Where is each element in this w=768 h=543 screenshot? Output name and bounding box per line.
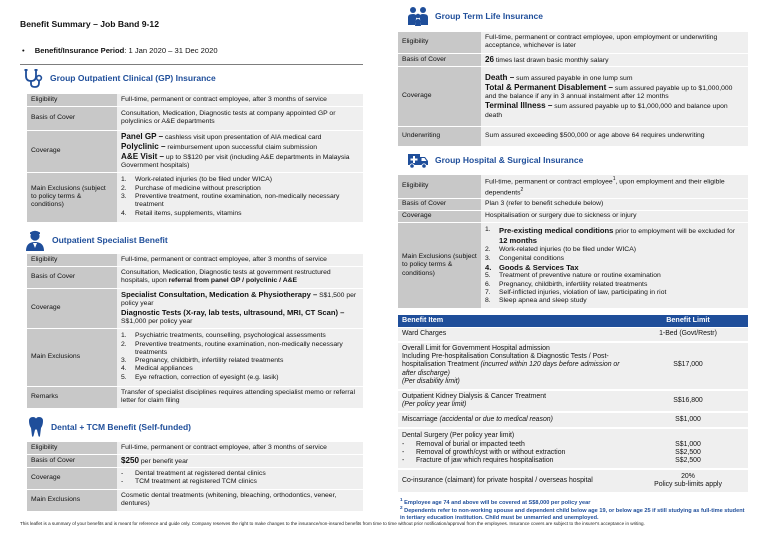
row-value xyxy=(117,328,363,386)
row-label: Coverage xyxy=(398,211,481,223)
coverage-item-text: sum assured payable in one lump sum xyxy=(514,74,633,82)
gtl-row-basis xyxy=(398,53,748,66)
tooth-icon xyxy=(27,416,45,438)
row-value: Hospitalisation or surgery due to sickness or injury xyxy=(481,211,748,223)
row-label: Basis of Cover xyxy=(27,106,117,130)
header-divider xyxy=(20,64,363,65)
gp-section-title: Group Outpatient Clinical (GP) Insurance xyxy=(50,72,216,83)
coverage-item-text: sum assured payable up to $1,000,000 and balance upon death xyxy=(485,103,728,119)
specialist-row-eligibility xyxy=(27,254,363,266)
row-label: Basis of Cover xyxy=(398,53,481,66)
benefit-limit: S$1,000 xyxy=(628,412,748,428)
column-header-item: Benefit Item xyxy=(398,315,628,327)
coverage-item-label: Polyclinic – xyxy=(121,141,166,151)
row-label: Basis of Cover xyxy=(27,454,117,467)
list-item: - Removal of burial or impacted teeth xyxy=(402,440,525,448)
list-item: 1. Psychiatric treatments, counselling, psychological assessments xyxy=(121,332,326,340)
ghs-section-title: Group Hospital & Surgical Insurance xyxy=(435,154,584,165)
row-label: Main Exclusions (subject to policy terms & conditions) xyxy=(398,223,481,309)
benefit-period-label: Benefit/Insurance Period xyxy=(34,46,125,55)
benefit-limit: S$1,000 S$2,500 S$2,500 xyxy=(628,428,748,469)
dental-table xyxy=(27,442,363,512)
row-label: Eligibility xyxy=(398,175,481,199)
list-item: - Dental treatment at registered dental clinics xyxy=(121,470,266,477)
footnote-1: $^1$ Employee age 74 and above will be covered at S$8,000 per policy year xyxy=(400,497,591,506)
row-value: Plan 3 (refer to benefit schedule below) xyxy=(481,199,748,211)
benefit-limit: 1-Bed (Govt/Restr) xyxy=(628,328,748,342)
row-value: Sum assured exceeding $500,000 or age above 64 requires underwriting xyxy=(481,126,748,146)
ghs-row-basis xyxy=(398,199,748,211)
specialist-table xyxy=(27,254,363,409)
row-label: Coverage xyxy=(27,130,117,172)
row-value xyxy=(117,172,363,222)
row-label: Coverage xyxy=(27,467,117,489)
doctor-icon xyxy=(24,229,46,251)
benefit-table-header xyxy=(398,315,748,327)
footnote-2: $^2$ Dependents refer to non-working spouse and dependent child below age 19, or below age 25 if still studying as full-time student in tertiary education institution. Child must be unmarried and unemployed. xyxy=(400,505,745,521)
list-item: 5. Eye refraction, correction of eyesight (e.g. lasik) xyxy=(121,373,279,381)
coverage-item-label: Death – xyxy=(485,72,515,82)
row-value xyxy=(117,467,363,489)
list-item: 3. Pregnancy, childbirth, infertility related treatments xyxy=(121,357,284,365)
row-label: Coverage xyxy=(398,66,481,126)
gp-row-exclusions xyxy=(27,172,363,222)
row-value: Full-time, permanent or contract employee, after 3 months of service xyxy=(117,442,363,454)
list-item: 3. Congenital conditions xyxy=(485,254,564,262)
gtl-table xyxy=(398,32,748,147)
row-value: Full-time, permanent or contract employee, after 3 months of service xyxy=(117,94,363,106)
row-label: Eligibility xyxy=(27,94,117,106)
row-label: Main Exclusions xyxy=(27,328,117,386)
list-item: - TCM treatment at registered TCM clinics xyxy=(121,478,257,486)
list-item: 4. Retail items, supplements, vitamins xyxy=(121,209,242,217)
specialist-row-exclusions xyxy=(27,328,363,386)
row-label: Eligibility xyxy=(27,254,117,266)
row-value: Cosmetic dental treatments (whitening, bleaching, orthodontics, veneer, dentures) xyxy=(117,489,363,511)
coverage-item-label: Terminal Illness – xyxy=(485,101,553,111)
table-row xyxy=(398,342,748,390)
stethoscope-icon xyxy=(22,68,44,88)
benefit-item: Outpatient Kidney Dialysis & Cancer Treatment (Per policy year limit) xyxy=(398,390,628,413)
list-item: 1. Work-related injuries (to be filed under WICA) xyxy=(121,176,272,184)
ghs-row-exclusions xyxy=(398,223,748,309)
coverage-item-label: Diagnostic Tests (X-ray, lab tests, ultrasound, MRI, CT Scan) – xyxy=(121,308,345,318)
row-value: Full-time, permanent or contract employee, after 3 months of service xyxy=(117,254,363,266)
list-item: 8. Sleep apnea and sleep study xyxy=(485,297,587,305)
list-item: 5. Treatment of preventive nature or routine examination xyxy=(485,272,661,280)
specialist-section-header xyxy=(24,229,168,251)
benefit-period xyxy=(22,46,218,55)
list-item: - Removal of growth/cyst with or without extraction xyxy=(402,448,566,456)
table-row xyxy=(398,428,748,469)
row-label: Main Exclusions xyxy=(27,489,117,511)
table-row xyxy=(398,469,748,493)
benefit-item: Dental Surgery (Per policy year limit) - Removal of burial or impacted teeth - Removal of growth/cyst with or without extraction - Fracture of jaw which requires hospitalisation xyxy=(398,428,628,469)
ghs-table xyxy=(398,175,748,309)
row-value: Consultation, Medication, Diagnostic tests at company appointed GP or polyclinics or A&E departments xyxy=(117,106,363,130)
list-item: 4. Goods & Services Tax xyxy=(485,262,579,272)
family-icon xyxy=(407,5,429,27)
list-item: 4. Medical appliances xyxy=(121,365,193,373)
row-value: Full-time, permanent or contract employee$^1$, upon employment and their eligible dependents$^2$ xyxy=(481,175,748,199)
dental-row-coverage xyxy=(27,467,363,489)
coverage-item-text: cashless visit upon presentation of AIA medical card xyxy=(163,133,322,141)
dental-row-exclusions xyxy=(27,489,363,511)
document-title: Benefit Summary – Job Band 9-12 xyxy=(20,19,159,29)
coverage-item-label: Total & Permanent Disablement – xyxy=(485,82,614,92)
benefit-item: Overall Limit for Government Hospital admission Including Pre-hospitalisation Consultation & Diagnostic Tests / Post-hospitalisation Treatment (incurred within 120 days before admission or after discharge) (Per disability limit) xyxy=(398,342,628,390)
coverage-item-text: up to S$120 per visit (including A&E departments in Malaysia Government hospitals) xyxy=(121,154,350,170)
row-label: Eligibility xyxy=(398,32,481,53)
gp-row-eligibility xyxy=(27,94,363,106)
coverage-item-text: sum assured payable up to $1,000,000 and the balance if any in 3 annual instalment after 12 months xyxy=(485,84,733,101)
ambulance-icon xyxy=(407,151,429,169)
specialist-row-coverage xyxy=(27,288,363,328)
dental-row-basis xyxy=(27,454,363,467)
ghs-row-coverage xyxy=(398,211,748,223)
gp-section-header xyxy=(22,68,216,88)
dental-row-eligibility xyxy=(27,442,363,454)
row-label: Remarks xyxy=(27,386,117,408)
gp-row-basis xyxy=(27,106,363,130)
gtl-row-underwriting xyxy=(398,126,748,146)
row-label: Coverage xyxy=(27,288,117,328)
row-label: Basis of Cover xyxy=(27,266,117,288)
list-item: 7. Self-inflicted injuries, violation of law, participating in riot xyxy=(485,288,667,296)
list-item: 3. Preventive treatment, routine examination, non-medically necessary treatment xyxy=(121,192,340,209)
list-item: - Fracture of jaw which requires hospitalisation xyxy=(402,457,554,465)
bullet: • xyxy=(22,46,25,55)
list-item: 2. Work-related injuries (to be filed under WICA) xyxy=(485,246,636,254)
row-value: Full-time, permanent or contract employee, upon employment or underwriting acceptance, whichever is later xyxy=(481,32,748,53)
gtl-row-coverage xyxy=(398,66,748,126)
row-value: $250 per benefit year xyxy=(117,454,363,467)
coverage-item-text: S$1,000 per policy year xyxy=(121,318,193,326)
benefit-item: Co-insurance (claimant) for private hospital / overseas hospital xyxy=(398,469,628,493)
specialist-section-title: Outpatient Specialist Benefit xyxy=(52,234,168,245)
gtl-section-header xyxy=(407,5,543,27)
gtl-section-title: Group Term Life Insurance xyxy=(435,10,544,21)
specialist-row-basis xyxy=(27,266,363,288)
row-label: Basis of Cover xyxy=(398,199,481,211)
ghs-row-eligibility xyxy=(398,175,748,199)
dental-section-header xyxy=(27,416,191,438)
table-row xyxy=(398,390,748,413)
gtl-row-eligibility xyxy=(398,32,748,53)
table-row xyxy=(398,412,748,428)
row-value xyxy=(117,288,363,328)
list-item: 2. Preventive treatments, routine examination, non-medically necessary treatments xyxy=(121,340,343,356)
dental-section-title: Dental + TCM Benefit (Self-funded) xyxy=(51,421,192,432)
legal-disclaimer: This leaflet is a summary of your benefits and is meant for reference and guide only. Company reserves the right to make changes to the insurance/non-insured benefits from time to time without prior notification/approval from the employees. Insurance covers are subject to the insurer's acceptance in writing. xyxy=(20,521,645,526)
gp-row-coverage xyxy=(27,130,363,172)
row-value xyxy=(481,66,748,126)
coverage-item-label: A&E Visit – xyxy=(121,152,165,162)
row-value xyxy=(117,130,363,172)
row-value: Transfer of specialist disciplines requires attending specialist memo or referral letter for claim filing xyxy=(117,386,363,408)
benefit-item: Ward Charges xyxy=(398,328,628,342)
specialist-row-remarks xyxy=(27,386,363,408)
row-label: Eligibility xyxy=(27,442,117,454)
row-label: Main Exclusions (subject to policy terms & conditions) xyxy=(27,172,117,222)
column-header-limit: Benefit Limit xyxy=(628,315,748,327)
benefit-limit: S$17,000 xyxy=(628,342,748,390)
row-label: Underwriting xyxy=(398,126,481,146)
list-item: 6. Pregnancy, childbirth, infertility related treatments xyxy=(485,280,648,288)
benefit-limit: 20% Policy sub-limits apply xyxy=(628,469,748,493)
row-value: 26 times last drawn basic monthly salary xyxy=(481,53,748,66)
benefit-table xyxy=(398,315,748,494)
coverage-item-text: reimbursement upon successful claim submission xyxy=(165,143,318,151)
row-value xyxy=(481,223,748,309)
benefit-item: Miscarriage (accidental or due to medical reason) xyxy=(398,412,628,428)
table-row xyxy=(398,328,748,342)
gp-table xyxy=(27,94,363,223)
benefit-limit: S$16,800 xyxy=(628,390,748,413)
list-item: 1. Pre-existing medical conditions prior to employment will be excluded for 12 months xyxy=(485,225,736,246)
row-value: Consultation, Medication, Diagnostic tests at government restructured hospitals, upon referral from panel GP / polyclinic / A&E xyxy=(117,266,363,288)
coverage-item-label: Specialist Consultation, Medication & Physiotherapy – xyxy=(121,289,318,299)
list-item: 2. Purchase of medicine without prescription xyxy=(121,184,261,192)
coverage-item-text: S$1,500 per policy year xyxy=(121,291,357,307)
benefit-period-value: : 1 Jan 2020 – 31 Dec 2020 xyxy=(124,46,218,55)
coverage-item-label: Panel GP – xyxy=(121,131,164,141)
ghs-section-header xyxy=(407,151,583,169)
